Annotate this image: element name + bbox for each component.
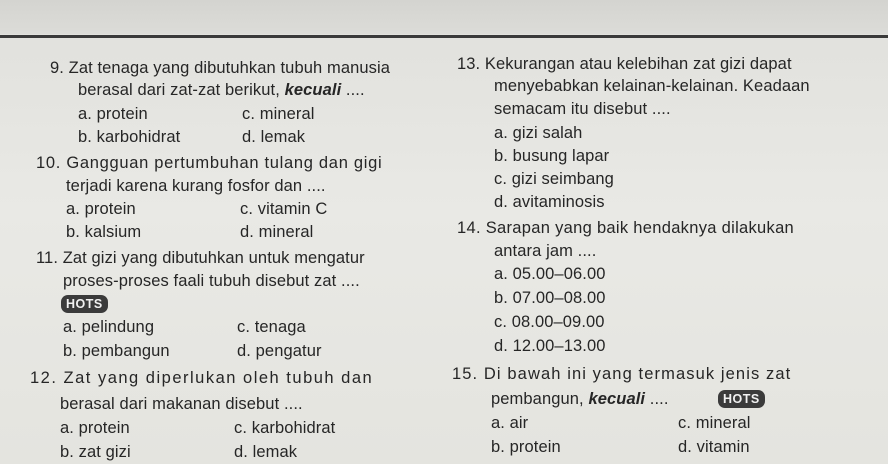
q14-option-b: b. 07.00–08.00 <box>494 289 606 307</box>
q15-stem-line2-post: .... <box>645 390 669 408</box>
q11-option-a: a. pelindung <box>63 318 155 336</box>
q15-stem-line2-pre: pembangun, <box>491 390 589 408</box>
q14-option-c: c. 08.00–09.00 <box>494 313 605 331</box>
q15-option-a: a. air <box>491 414 529 432</box>
q12-option-a: a. protein <box>60 419 130 437</box>
q13-stem-line1: 13. Kekurangan atau kelebihan zat gizi dapat <box>457 55 792 73</box>
q12-stem-line1: 12. Zat yang diperlukan oleh tubuh dan <box>30 369 374 387</box>
q12-stem-line2: berasal dari makanan disebut .... <box>60 395 303 413</box>
q15-option-d: d. vitamin <box>678 438 750 456</box>
q13-stem-line2: menyebabkan kelainan-kelainan. Keadaan <box>494 77 810 95</box>
q11-stem-line1: 11. Zat gizi yang dibutuhkan untuk mengatur <box>36 249 365 267</box>
q15-hots-badge: HOTS <box>718 390 765 408</box>
q11-option-d: d. pengatur <box>237 342 322 360</box>
q10-option-a: a. protein <box>66 200 136 218</box>
q9-option-c: c. mineral <box>242 105 315 123</box>
q13-option-b: b. busung lapar <box>494 147 610 165</box>
q9-stem-line2 <box>78 80 365 100</box>
q10-option-b: b. kalsium <box>66 223 142 241</box>
q10-stem-line2: terjadi karena kurang fosfor dan .... <box>66 177 326 195</box>
q13-option-c: c. gizi seimbang <box>494 170 614 188</box>
q14-option-d: d. 12.00–13.00 <box>494 337 606 355</box>
q12-option-b: b. zat gizi <box>60 443 131 461</box>
q12-option-d: d. lemak <box>234 443 298 461</box>
q14-stem-line1: 14. Sarapan yang baik hendaknya dilakukan <box>457 219 795 237</box>
q11-stem-line2: proses-proses faali tubuh disebut zat .... <box>63 272 360 290</box>
q9-stem-emphasis: kecuali <box>284 81 342 99</box>
q10-stem-line1: 10. Gangguan pertumbuhan tulang dan gigi <box>36 154 383 172</box>
q15-stem-line2 <box>491 389 669 409</box>
q15-option-c: c. mineral <box>678 414 751 432</box>
q10-option-c: c. vitamin C <box>240 200 328 218</box>
q13-option-a: a. gizi salah <box>494 124 583 142</box>
q15-option-b: b. protein <box>491 438 561 456</box>
q9-option-b: b. karbohidrat <box>78 128 181 146</box>
q12-option-c: c. karbohidrat <box>234 419 336 437</box>
q15-stem-line1: 15. Di bawah ini yang termasuk jenis zat <box>452 365 792 383</box>
q11-hots-badge: HOTS <box>61 295 108 313</box>
q11-option-b: b. pembangun <box>63 342 170 360</box>
q9-stem-line2-post: .... <box>341 81 365 99</box>
q9-stem-line2-pre: berasal dari zat-zat berikut, <box>78 81 285 99</box>
q11-option-c: c. tenaga <box>237 318 306 336</box>
q13-stem-line3: semacam itu disebut .... <box>494 100 671 118</box>
header-divider-line <box>0 35 888 38</box>
q13-option-d: d. avitaminosis <box>494 193 605 211</box>
q14-stem-line2: antara jam .... <box>494 242 597 260</box>
q15-stem-emphasis: kecuali <box>588 390 646 408</box>
q9-option-a: a. protein <box>78 105 148 123</box>
page-top-margin <box>0 0 888 34</box>
q9-stem-line1: 9. Zat tenaga yang dibutuhkan tubuh manusia <box>50 59 391 77</box>
q10-option-d: d. mineral <box>240 223 314 241</box>
q14-option-a: a. 05.00–06.00 <box>494 265 606 283</box>
q9-option-d: d. lemak <box>242 128 306 146</box>
